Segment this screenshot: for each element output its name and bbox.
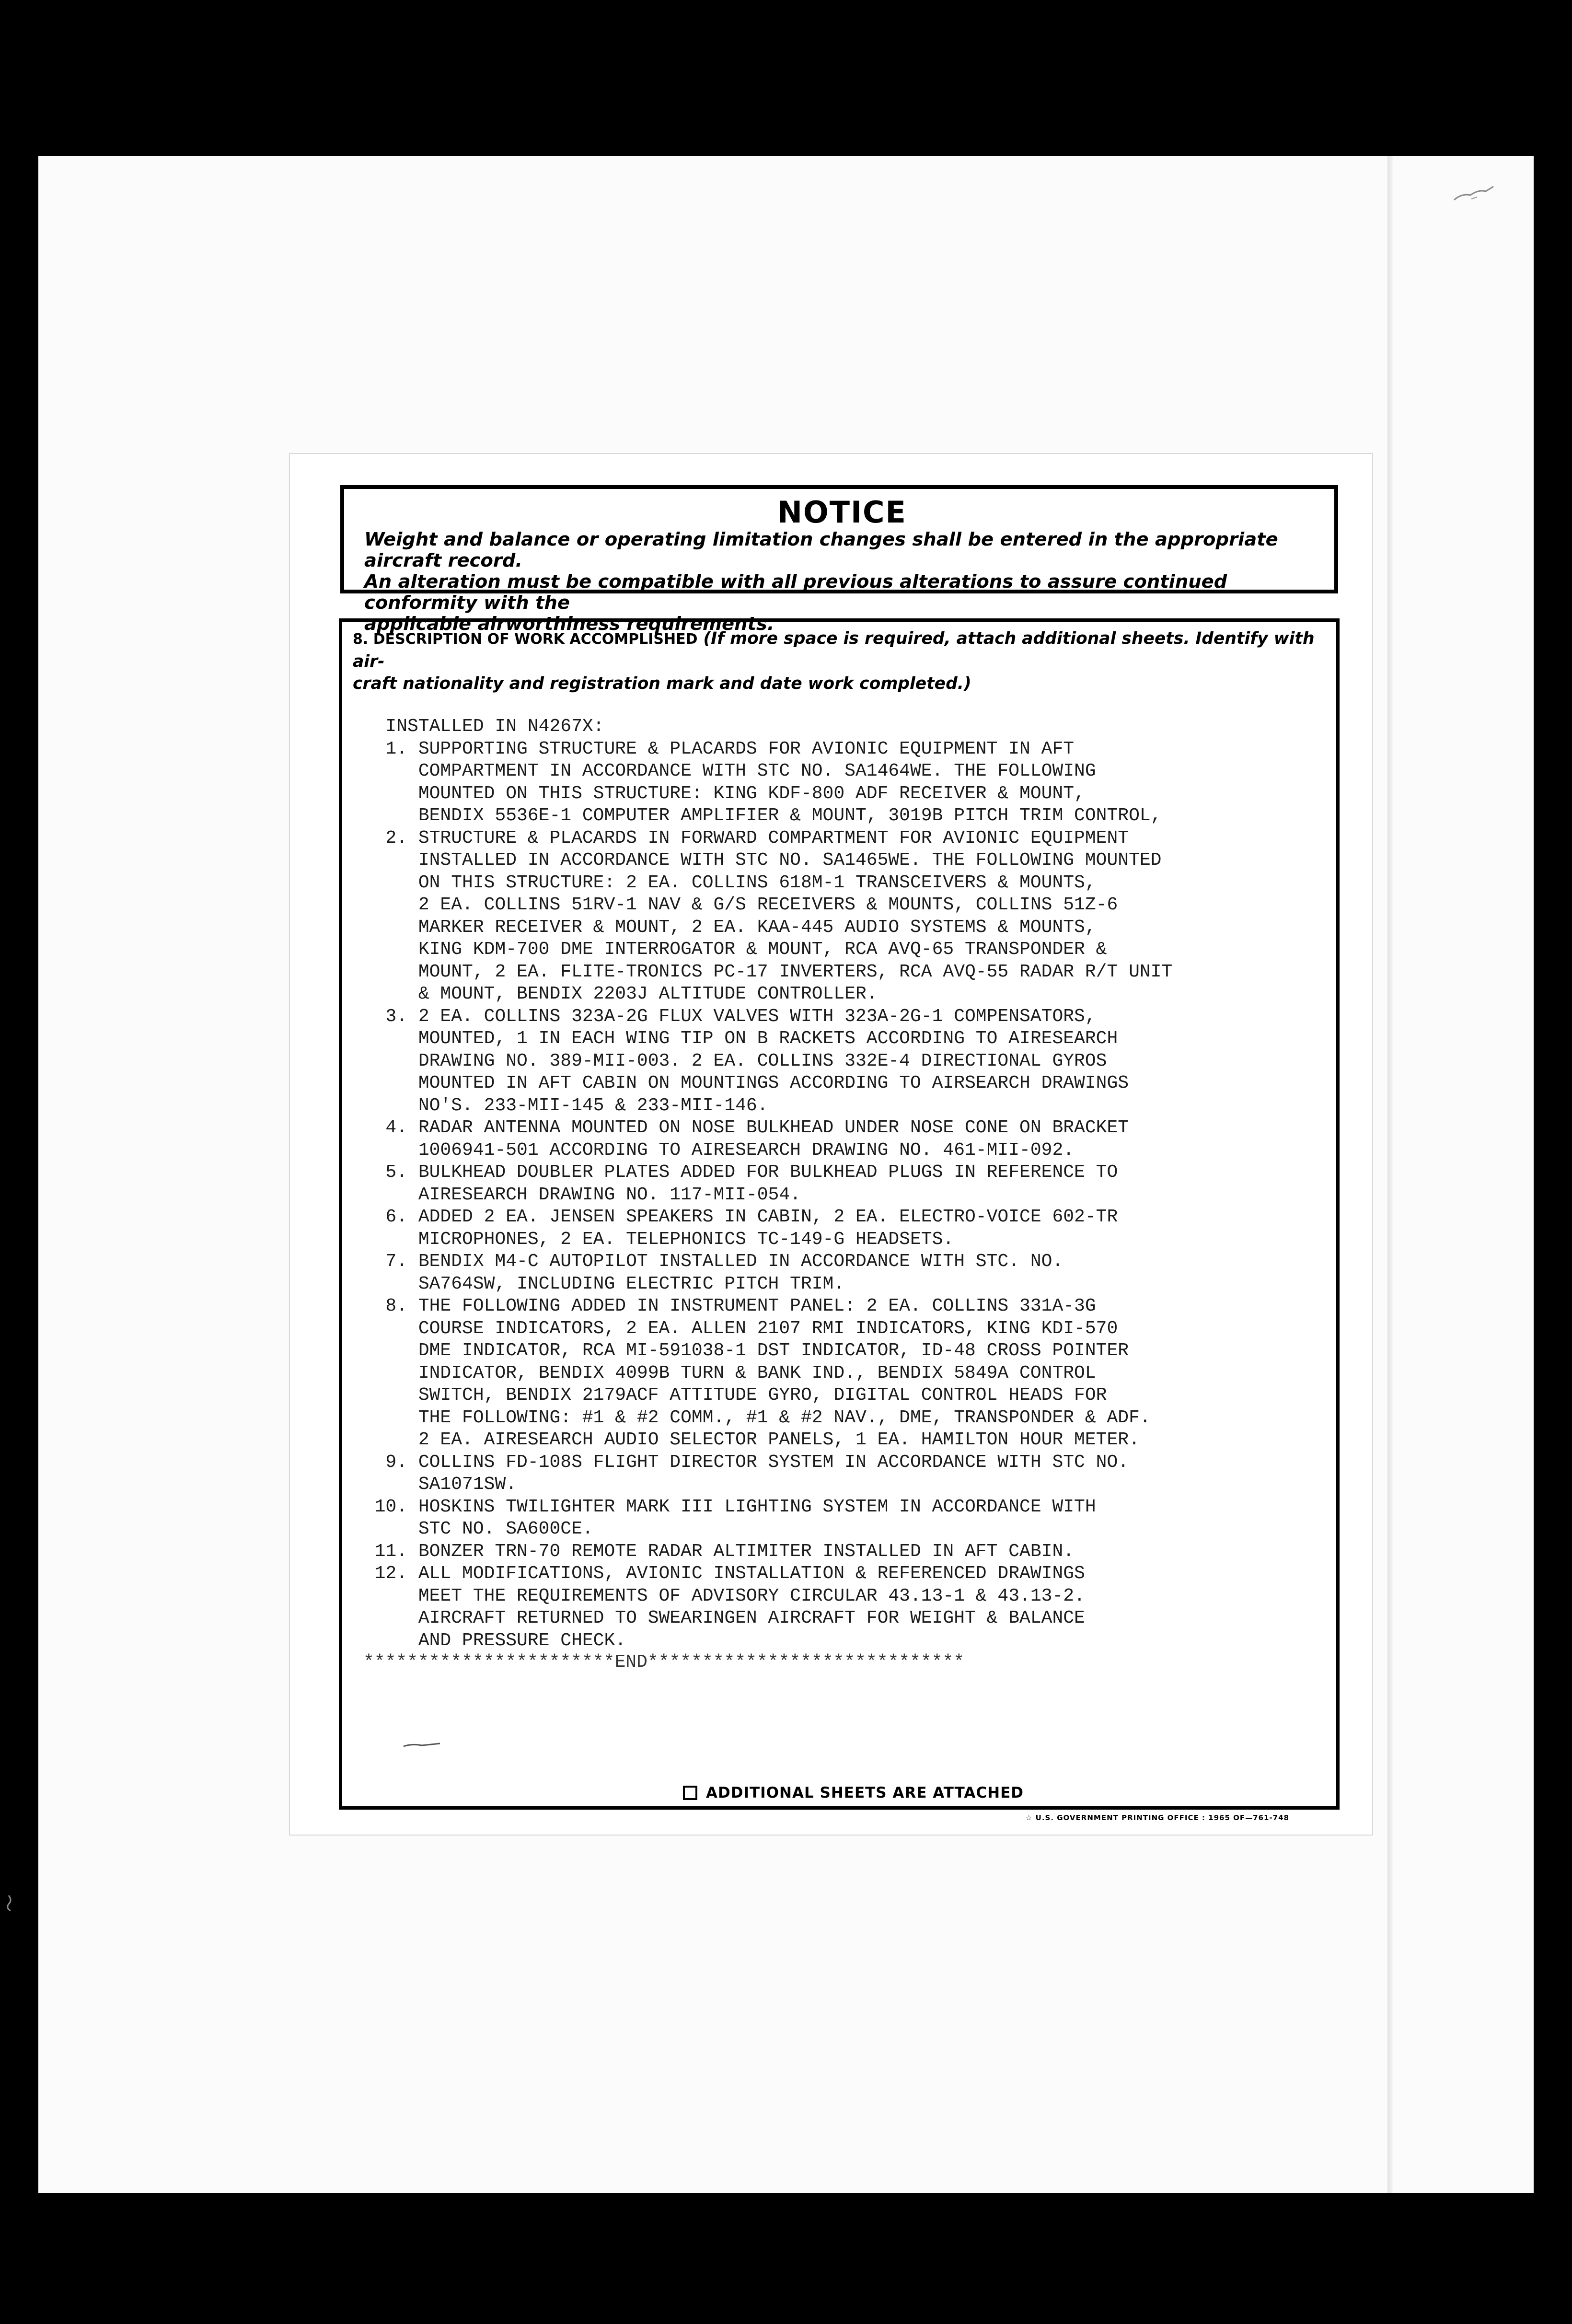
typed-line: MOUNTED, 1 IN EACH WING TIP ON B RACKETS ACCORDING TO AIRESEARCH	[353, 1028, 1118, 1049]
description-header	[353, 627, 1322, 695]
typed-line: COMPARTMENT IN ACCORDANCE WITH STC NO. SA1464WE. THE FOLLOWING	[353, 761, 1096, 781]
gpo-footer: ☆ U.S. GOVERNMENT PRINTING OFFICE : 1965 OF—761-748	[1026, 1813, 1289, 1822]
typed-work-description	[353, 716, 1322, 1652]
additional-sheets-label: ADDITIONAL SHEETS ARE ATTACHED	[706, 1784, 1024, 1801]
typed-line: INDICATOR, BENDIX 4099B TURN & BANK IND., BENDIX 5849A CONTROL	[353, 1362, 1096, 1383]
corner-scribble	[1452, 185, 1495, 204]
typed-line: MEET THE REQUIREMENTS OF ADVISORY CIRCULAR 43.13-1 & 43.13-2.	[353, 1585, 1085, 1606]
additional-sheets-checkbox[interactable]	[683, 1786, 697, 1800]
description-label: 8. DESCRIPTION OF WORK ACCOMPLISHED	[353, 631, 698, 648]
typed-line: 3. 2 EA. COLLINS 323A-2G FLUX VALVES WITH 323A-2G-1 COMPENSATORS,	[353, 1006, 1096, 1027]
typed-line: 8. THE FOLLOWING ADDED IN INSTRUMENT PANEL: 2 EA. COLLINS 331A-3G	[353, 1296, 1096, 1316]
typed-line: 1. SUPPORTING STRUCTURE & PLACARDS FOR AVIONIC EQUIPMENT IN AFT	[353, 738, 1075, 759]
edge-mark	[4, 1894, 18, 1913]
typed-line: 9. COLLINS FD-108S FLIGHT DIRECTOR SYSTEM IN ACCORDANCE WITH STC NO.	[353, 1452, 1129, 1473]
typed-line: MOUNT, 2 EA. FLITE-TRONICS PC-17 INVERTERS, RCA AVQ-55 RADAR R/T UNIT	[353, 961, 1173, 982]
description-box	[339, 618, 1340, 1810]
typed-line: SA764SW, INCLUDING ELECTRIC PITCH TRIM.	[353, 1273, 845, 1294]
typed-line: SWITCH, BENDIX 2179ACF ATTITUDE GYRO, DIGITAL CONTROL HEADS FOR	[353, 1385, 1107, 1406]
typed-line: 11. BONZER TRN-70 REMOTE RADAR ALTIMITER INSTALLED IN AFT CABIN.	[353, 1541, 1075, 1562]
typed-line: AIRESEARCH DRAWING NO. 117-MII-054.	[353, 1184, 801, 1205]
typed-line: MICROPHONES, 2 EA. TELEPHONICS TC-149-G HEADSETS.	[353, 1229, 954, 1250]
typed-line: 10. HOSKINS TWILIGHTER MARK III LIGHTING SYSTEM IN ACCORDANCE WITH	[353, 1496, 1096, 1517]
typed-line: DME INDICATOR, RCA MI-591038-1 DST INDICATOR, ID-48 CROSS POINTER	[353, 1340, 1129, 1361]
typed-line: 7. BENDIX M4-C AUTOPILOT INSTALLED IN ACCORDANCE WITH STC. NO.	[353, 1251, 1063, 1272]
typed-line: KING KDM-700 DME INTERROGATOR & MOUNT, RCA AVQ-65 TRANSPONDER &	[353, 939, 1107, 960]
typed-line: ON THIS STRUCTURE: 2 EA. COLLINS 618M-1 TRANSCEIVERS & MOUNTS,	[353, 872, 1096, 893]
typed-line: NO'S. 233-MII-145 & 233-MII-146.	[353, 1095, 768, 1116]
typed-line: BENDIX 5536E-1 COMPUTER AMPLIFIER & MOUNT, 3019B PITCH TRIM CONTROL,	[353, 805, 1162, 826]
typed-line: MOUNTED IN AFT CABIN ON MOUNTINGS ACCORDING TO AIRSEARCH DRAWINGS	[353, 1073, 1129, 1093]
typed-line: 4. RADAR ANTENNA MOUNTED ON NOSE BULKHEAD UNDER NOSE CONE ON BRACKET	[353, 1117, 1129, 1138]
typed-line: 2 EA. AIRESEARCH AUDIO SELECTOR PANELS, 1 EA. HAMILTON HOUR METER.	[353, 1429, 1140, 1450]
notice-line: applicable airworthiness requirements.	[364, 613, 774, 635]
typed-line: 2 EA. COLLINS 51RV-1 NAV & G/S RECEIVERS & MOUNTS, COLLINS 51Z-6	[353, 895, 1118, 915]
description-instruction: (If more space is required, attach additional sheets. Identify with air-	[353, 629, 1315, 671]
page-fold-shadow	[1387, 156, 1393, 2193]
pen-mark	[403, 1743, 441, 1748]
typed-line: 6. ADDED 2 EA. JENSEN SPEAKERS IN CABIN, 2 EA. ELECTRO-VOICE 602-TR	[353, 1207, 1118, 1227]
typed-line: THE FOLLOWING: #1 & #2 COMM., #1 & #2 NAV., DME, TRANSPONDER & ADF.	[353, 1407, 1151, 1428]
description-instruction-cont: craft nationality and registration mark and date work completed.)	[353, 674, 971, 693]
notice-box	[340, 485, 1338, 635]
notice-line: An alteration must be compatible with all previous alterations to assure continued conformity with the	[364, 571, 1227, 614]
typed-line: SA1071SW.	[353, 1474, 517, 1495]
typed-line: STC NO. SA600CE.	[353, 1519, 593, 1539]
typed-line: AND PRESSURE CHECK.	[353, 1630, 626, 1651]
additional-sheets-row	[683, 1784, 1024, 1801]
typed-line: COURSE INDICATORS, 2 EA. ALLEN 2107 RMI INDICATORS, KING KDI-570	[353, 1318, 1118, 1339]
typed-line: INSTALLED IN N4267X:	[353, 716, 604, 737]
typed-line: & MOUNT, BENDIX 2203J ALTITUDE CONTROLLER.	[353, 984, 878, 1004]
typed-line: 2. STRUCTURE & PLACARDS IN FORWARD COMPARTMENT FOR AVIONIC EQUIPMENT	[353, 827, 1129, 848]
typed-line: AIRCRAFT RETURNED TO SWEARINGEN AIRCRAFT FOR WEIGHT & BALANCE	[353, 1608, 1085, 1628]
typed-line: MARKER RECEIVER & MOUNT, 2 EA. KAA-445 AUDIO SYSTEMS & MOUNTS,	[353, 917, 1096, 938]
notice-title: NOTICE	[777, 495, 907, 530]
typed-line: MOUNTED ON THIS STRUCTURE: KING KDF-800 ADF RECEIVER & MOUNT,	[353, 783, 1085, 804]
notice-line: Weight and balance or operating limitation changes shall be entered in the appropriate aircraft record.	[364, 529, 1278, 571]
typed-line: 12. ALL MODIFICATIONS, AVIONIC INSTALLATION & REFERENCED DRAWINGS	[353, 1563, 1085, 1584]
typed-line: 1006941-501 ACCORDING TO AIRESEARCH DRAWING NO. 461-MII-092.	[353, 1139, 1075, 1161]
typed-line: INSTALLED IN ACCORDANCE WITH STC NO. SA1465WE. THE FOLLOWING MOUNTED	[353, 850, 1162, 871]
typed-line: 5. BULKHEAD DOUBLER PLATES ADDED FOR BULKHEAD PLUGS IN REFERENCE TO	[353, 1162, 1118, 1183]
end-marker: ***********************END*****************************	[363, 1652, 965, 1673]
typed-line: DRAWING NO. 389-MII-003. 2 EA. COLLINS 332E-4 DIRECTIONAL GYROS	[353, 1050, 1107, 1071]
